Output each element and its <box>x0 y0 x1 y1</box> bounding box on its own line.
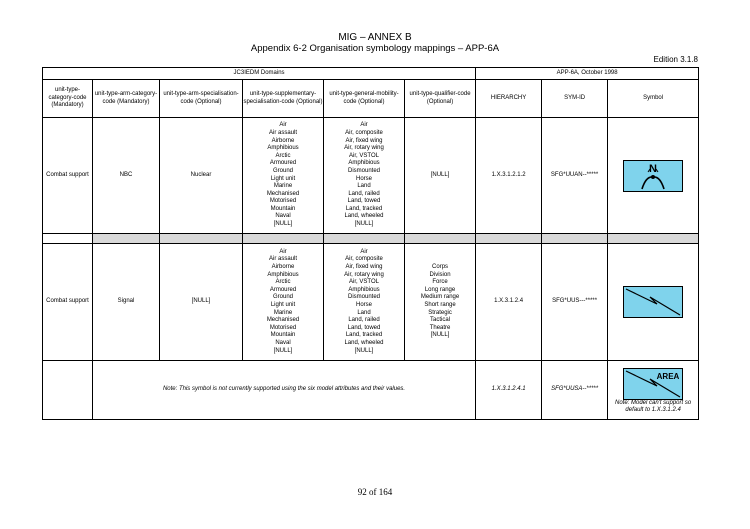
signal-symbol-icon <box>623 286 683 318</box>
col-header-mobility: unit-type-general-mobility-code (Optional) <box>324 80 405 118</box>
signal-area-symbol-icon <box>623 368 683 400</box>
document-title: MIG – ANNEX B <box>338 32 412 43</box>
cell-mobility: Air Air, composite Air, fixed wing Air, rotary wing Air, VSTOL Amphibious Dismounted Horse Land Land, railed Land, towed Land, tracked Land, wheeled [NULL] <box>324 118 405 234</box>
document-subtitle: Appendix 6-2 Organisation symbology mappings – APP-6A <box>250 43 500 54</box>
cell-symbol <box>608 361 699 420</box>
area-symbol-label: AREA <box>656 372 680 381</box>
col-header-symbol: Symbol <box>608 80 699 118</box>
cell-specialisation: [NULL] <box>160 244 243 361</box>
cell-symbol <box>608 244 699 361</box>
col-header-qualifier: unit-type-qualifier-code (Optional) <box>405 80 476 118</box>
page-number: 92 of 164 <box>357 487 393 497</box>
cell-category: Combat support <box>43 118 93 234</box>
table-row <box>43 118 699 234</box>
symbol-default-note: Note: Model can't support so default to 1.X.3.1.2.4 <box>615 400 692 413</box>
cell-supplementary: Air Air assault Airborne Amphibious Arctic Armoured Ground Light unit Marine Mechanised Motorised Mountain Naval [NULL] <box>243 118 324 234</box>
col-header-hierarchy: HIERARCHY <box>476 80 542 118</box>
col-header-arm-category: unit-type-arm-category-code (Mandatory) <box>93 80 160 118</box>
cell-hierarchy: 1.X.3.1.2.4 <box>476 244 542 361</box>
cell-symbol <box>608 118 699 234</box>
col-header-category: unit-type-category-code (Mandatory) <box>43 80 93 118</box>
separator-row <box>43 234 699 244</box>
cell-mobility: Air Air, composite Air, fixed wing Air, rotary wing Air, VSTOL Amphibious Dismounted Horse Land Land, railed Land, towed Land, tracked Land, wheeled [NULL] <box>324 244 405 361</box>
unsupported-note: Note: This symbol is not currently supported using the six model attributes and their values. <box>93 361 476 420</box>
cell-qualifier: Corps Division Force Long range Medium range Short range Strategic Tactical Theatre [NULL] <box>405 244 476 361</box>
col-header-arm-specialisation: unit-type-arm-specialisation-code (Optional) <box>160 80 243 118</box>
jc3iedm-group-header: JC3IEDM Domains <box>43 68 476 80</box>
edition-label: Edition 3.1.8 <box>653 55 698 64</box>
cell-symid: SFG*UUS---***** <box>542 244 608 361</box>
cell-hierarchy: 1.X.3.1.2.4.1 <box>476 361 542 420</box>
cell-qualifier: [NULL] <box>405 118 476 234</box>
cell-arm: NBC <box>93 118 160 234</box>
col-header-supplementary: unit-type-supplementary-specialisation-code (Optional) <box>243 80 324 118</box>
nuclear-symbol-icon <box>623 160 683 192</box>
table-row <box>43 361 699 420</box>
cell-category: Combat support <box>43 244 93 361</box>
col-header-symid: SYM-ID <box>542 80 608 118</box>
cell-symid: SFG*UUAN--***** <box>542 118 608 234</box>
cell-specialisation: Nuclear <box>160 118 243 234</box>
cell-supplementary: Air Air assault Airborne Amphibious Arctic Armoured Ground Light unit Marine Mechanised Motorised Mountain Naval [NULL] <box>243 244 324 361</box>
nuclear-symbol-letter: N <box>649 162 658 175</box>
table-row <box>43 244 699 361</box>
cell-arm: Signal <box>93 244 160 361</box>
app6a-group-header: APP-6A, October 1998 <box>476 68 699 80</box>
symbology-table <box>42 67 699 420</box>
cell-symid: SFG*UUSA--***** <box>542 361 608 420</box>
cell-hierarchy: 1.X.3.1.2.1.2 <box>476 118 542 234</box>
